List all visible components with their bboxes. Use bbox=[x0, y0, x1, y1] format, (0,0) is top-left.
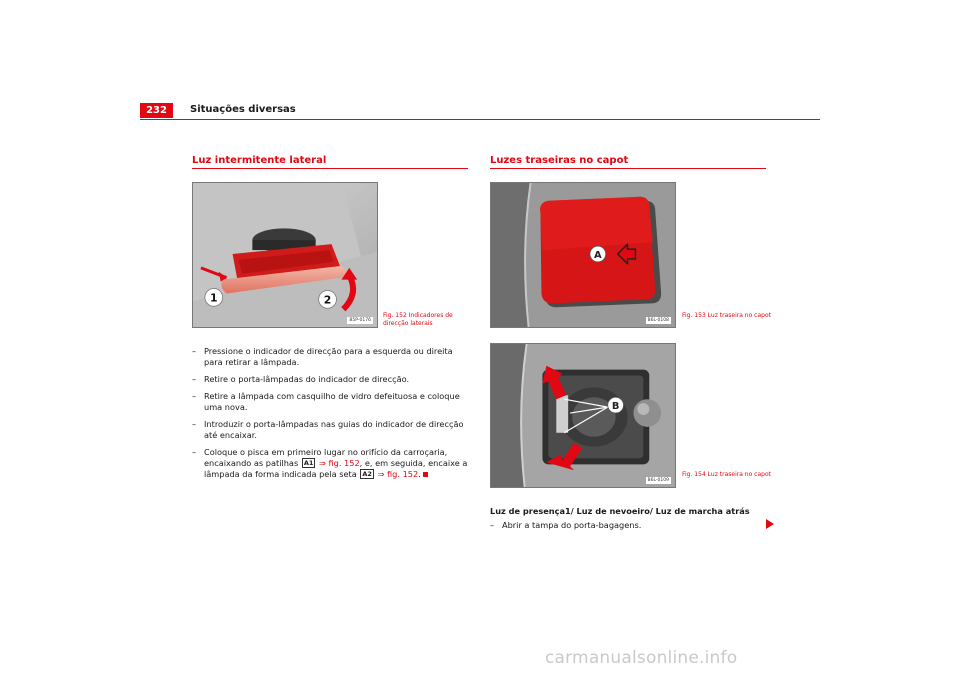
section-heading-side-indicator: Luz intermitente lateral bbox=[192, 155, 327, 166]
list-dash: – bbox=[192, 346, 197, 356]
list-item bbox=[192, 346, 470, 368]
list-dash: – bbox=[192, 447, 197, 457]
page-number: 232 bbox=[140, 103, 173, 118]
step-text: , e, em seguida, encaixe a lâmpada da forma indicada pela seta bbox=[204, 458, 468, 479]
step-text: . bbox=[418, 469, 421, 479]
instructions-side-indicator bbox=[192, 346, 470, 486]
figure-code: B6L-0109 bbox=[647, 478, 669, 483]
step-text: Retire a lâmpada com casquilho de vidro defeituosa e coloque uma nova. bbox=[204, 391, 460, 412]
figure-reference-link[interactable]: ⇒ fig. 152 bbox=[377, 469, 419, 479]
continue-arrow-icon bbox=[766, 519, 774, 529]
list-dash: – bbox=[192, 419, 197, 429]
section-heading-rear-lights: Luzes traseiras no capot bbox=[490, 155, 629, 166]
list-item bbox=[192, 447, 470, 480]
running-title: Situações diversas bbox=[190, 104, 296, 115]
list-item bbox=[490, 520, 768, 531]
step-text: Introduzir o porta-lâmpadas nas guias do indicador de direcção até encaixar. bbox=[204, 419, 464, 440]
list-item bbox=[192, 419, 470, 441]
side-indicator-illustration bbox=[193, 183, 377, 327]
header-rule bbox=[140, 119, 820, 120]
figure-reference-link[interactable]: ⇒ fig. 152 bbox=[319, 458, 360, 468]
step-text: Retire o porta-lâmpadas do indicador de direcção. bbox=[204, 374, 410, 384]
figure-caption-153: Fig. 153 Luz traseira no capot bbox=[682, 312, 771, 319]
callout-a2: A2 bbox=[362, 470, 372, 478]
figure-152-side-indicator bbox=[192, 182, 378, 328]
step-text: Coloque o pisca em primeiro lugar no orifício da carroçaria, encaixando as patilhas bbox=[204, 447, 448, 468]
figure-code: B5P-0176 bbox=[349, 318, 371, 323]
rear-light-cover-illustration bbox=[491, 183, 675, 327]
callout-b: B bbox=[611, 401, 620, 413]
instructions-rear-lights bbox=[490, 520, 768, 537]
list-dash: – bbox=[192, 374, 197, 384]
callout-a1: A1 bbox=[303, 459, 314, 467]
figure-code: B6L-0108 bbox=[647, 318, 669, 323]
callout-a: A bbox=[594, 249, 602, 261]
end-of-section-icon bbox=[423, 472, 428, 477]
figure-caption-152: Fig. 152 Indicadores de direcção laterais bbox=[383, 312, 453, 327]
figure-caption-154: Fig. 154 Luz traseira no capot bbox=[682, 471, 771, 478]
list-dash: – bbox=[490, 520, 495, 530]
section-rule-right bbox=[490, 168, 766, 169]
section-rule-left bbox=[192, 168, 468, 169]
callout-2: 2 bbox=[323, 293, 332, 307]
figure-154-rear-light bbox=[490, 343, 676, 488]
subheading-lamps: Luz de presença1/ Luz de nevoeiro/ Luz de marcha atrás bbox=[490, 506, 750, 516]
rear-light-bulb-holder-illustration bbox=[491, 344, 675, 487]
callout-1: 1 bbox=[209, 291, 218, 305]
step-text: Abrir a tampa do porta-bagagens. bbox=[502, 520, 642, 530]
step-text: Pressione o indicador de direcção para a esquerda ou direita para retirar a lâmpada. bbox=[204, 346, 453, 367]
watermark: carmanualsonline.info bbox=[545, 648, 738, 668]
list-item bbox=[192, 391, 470, 413]
list-item bbox=[192, 374, 470, 385]
list-dash: – bbox=[192, 391, 197, 401]
figure-153-rear-light bbox=[490, 182, 676, 328]
